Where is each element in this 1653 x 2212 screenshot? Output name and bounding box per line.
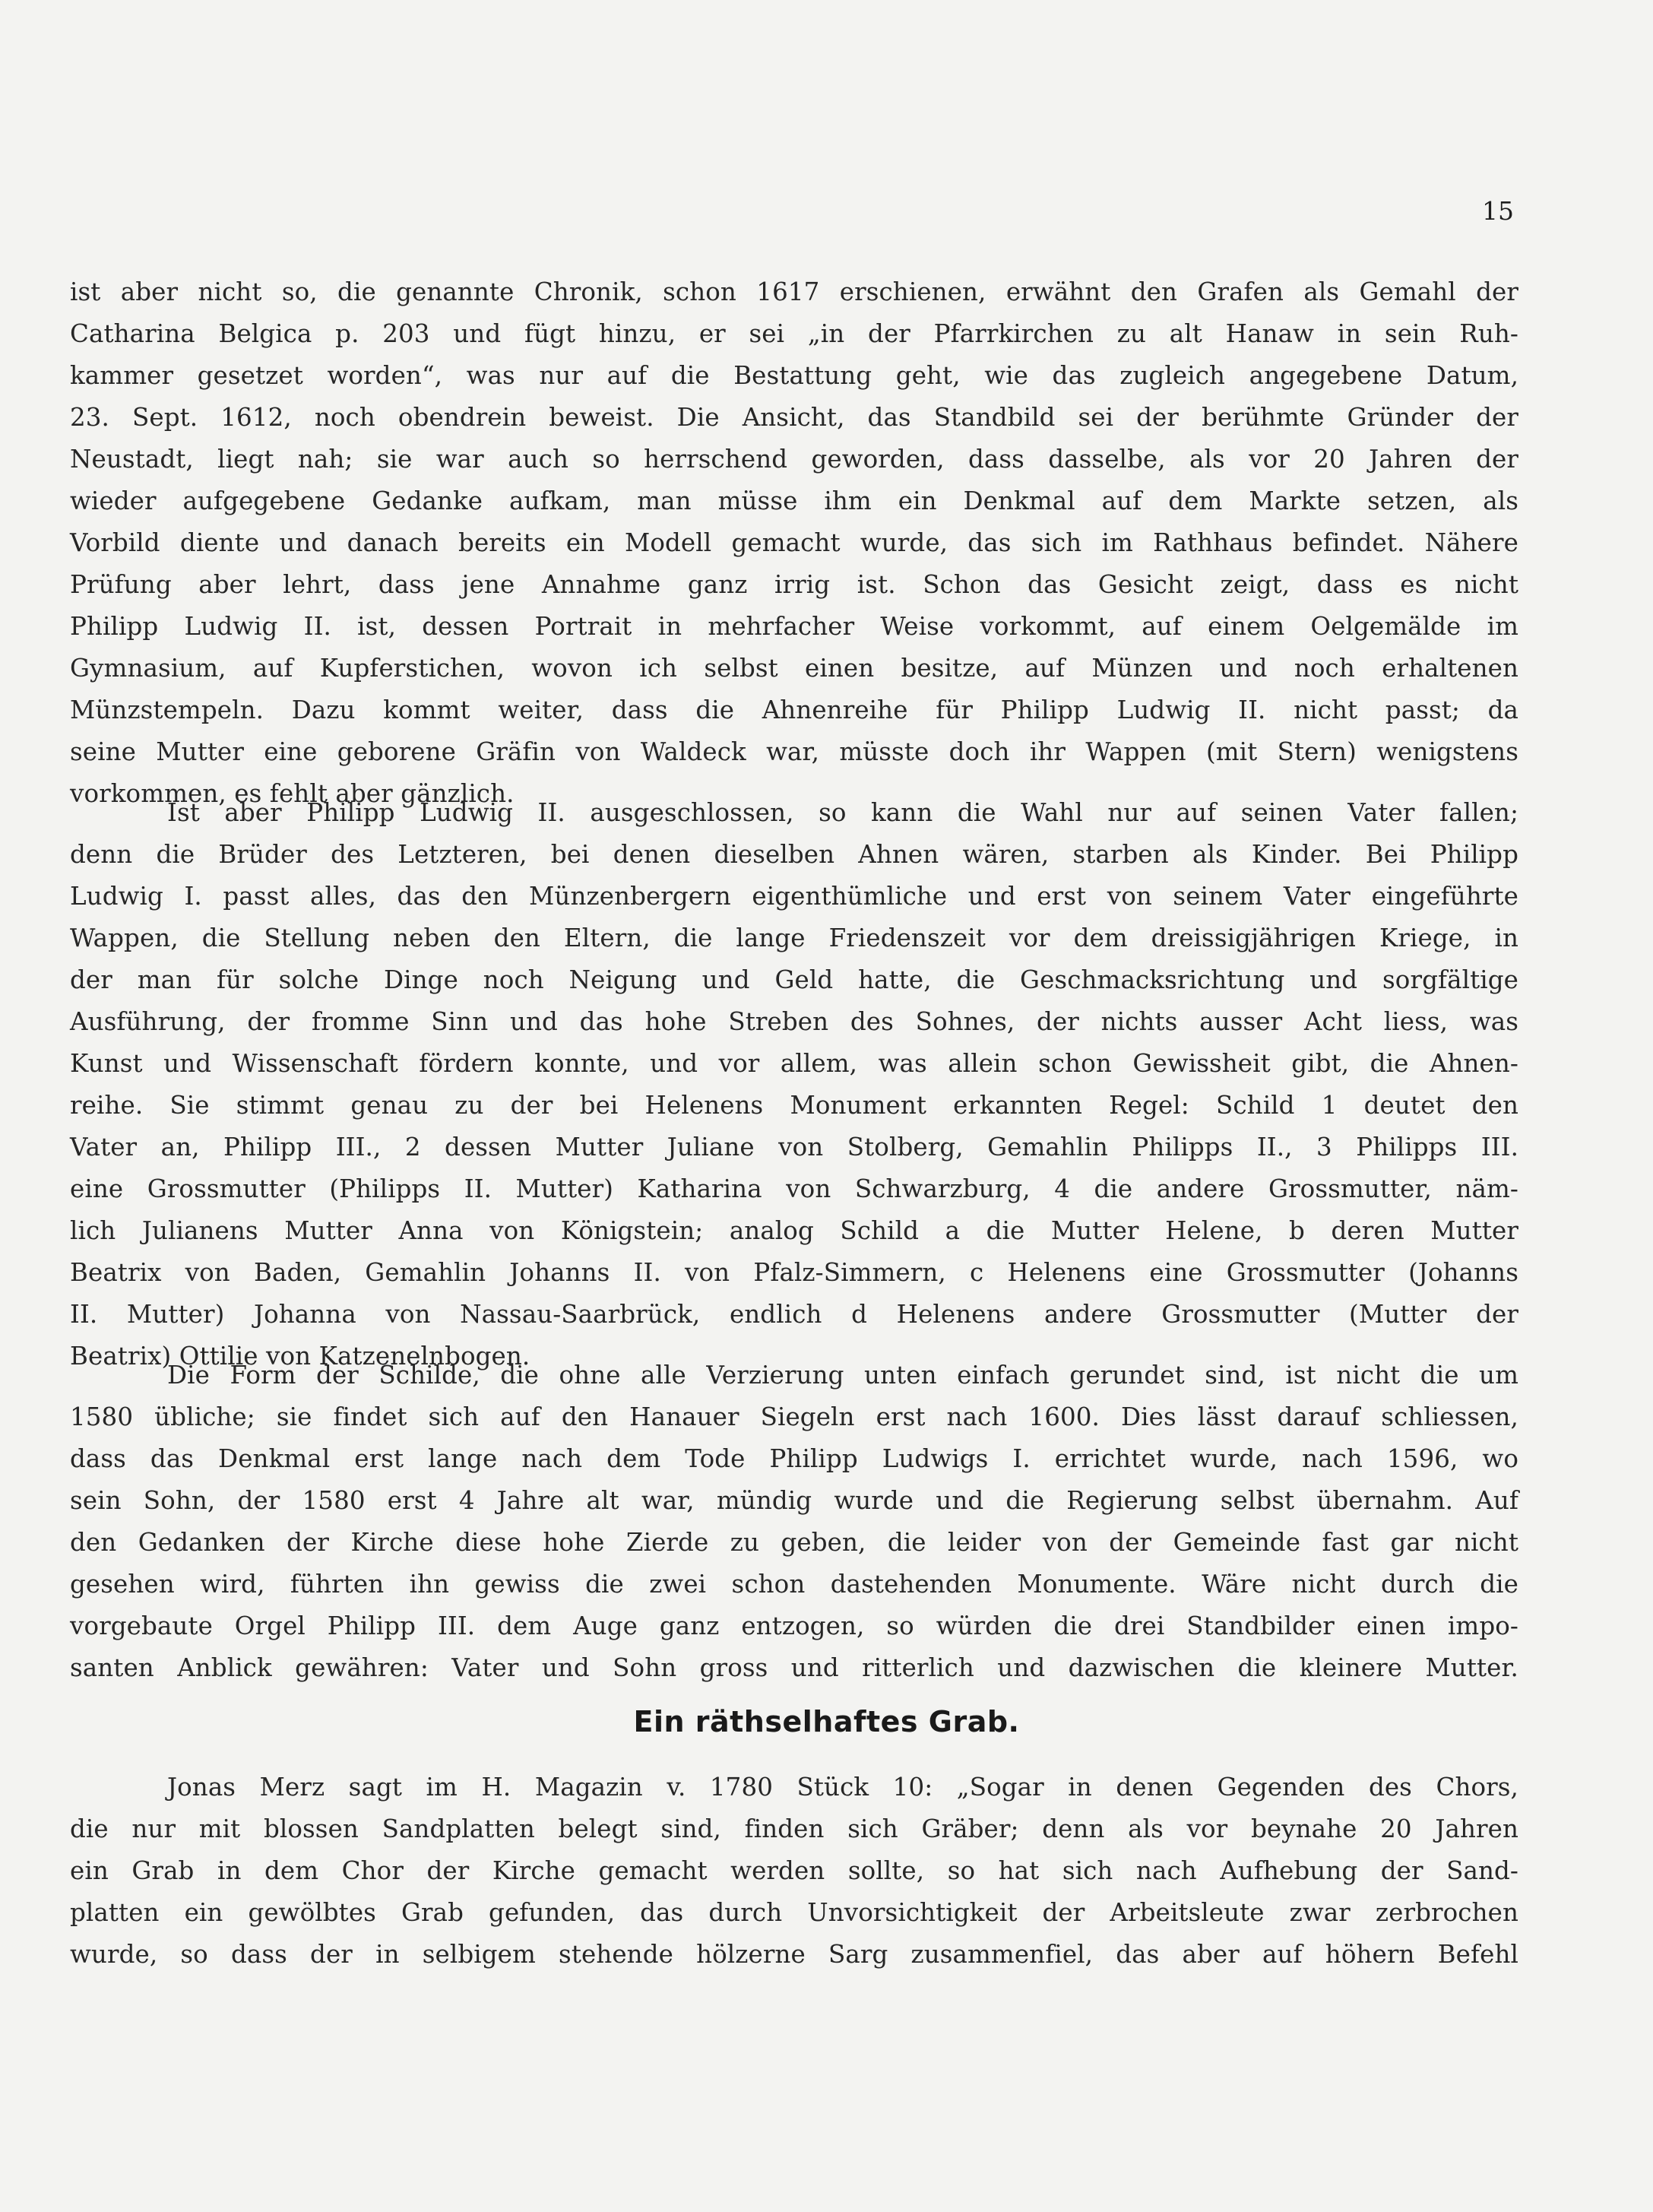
text-line: die nur mit blossen Sandplatten belegt sind, finden sich Gräber; denn als vor beynahe 20 Jahren [70, 1814, 1518, 1843]
text-line: ist aber nicht so, die genannte Chronik, schon 1617 erschienen, erwähnt den Grafen als Gemahl der [70, 277, 1518, 306]
page-number: 15 [1482, 196, 1514, 226]
text-line: Gymnasium, auf Kupferstichen, wovon ich selbst einen besitze, auf Münzen und noch erhaltenen [70, 654, 1518, 683]
text-line: reihe. Sie stimmt genau zu der bei Helenens Monument erkannten Regel: Schild 1 deutet den [70, 1091, 1518, 1120]
text-line: Beatrix) Ottilie von Katzenelnbogen. [70, 1342, 530, 1371]
text-line: platten ein gewölbtes Grab gefunden, das durch Unvorsichtigkeit der Arbeitsleute zwar zerbrochen [70, 1898, 1518, 1927]
text-line: seine Mutter eine geborene Gräfin von Waldeck war, müsste doch ihr Wappen (mit Stern) wenigstens [70, 737, 1518, 766]
text-line: Ausführung, der fromme Sinn und das hohe Streben des Sohnes, der nichts ausser Acht liess, was [70, 1007, 1518, 1036]
text-line: vorgebaute Orgel Philipp III. dem Auge ganz entzogen, so würden die drei Standbilder einen impo- [70, 1611, 1518, 1640]
text-line: wieder aufgegebene Gedanke aufkam, man müsse ihm ein Denkmal auf dem Markte setzen, als [70, 486, 1518, 515]
text-line: santen Anblick gewähren: Vater und Sohn gross und ritterlich und dazwischen die kleinere Mutter. [70, 1653, 1518, 1682]
text-line: dass das Denkmal erst lange nach dem Tode Philipp Ludwigs I. errichtet wurde, nach 1596, wo [70, 1444, 1518, 1473]
text-line: den Gedanken der Kirche diese hohe Zierde zu geben, die leider von der Gemeinde fast gar nicht [70, 1528, 1518, 1557]
text-line: kammer gesetzet worden“, was nur auf die Bestattung geht, wie das zugleich angegebene Datum, [70, 361, 1518, 390]
text-line: Münzstempeln. Dazu kommt weiter, dass die Ahnenreihe für Philipp Ludwig II. nicht passt; da [70, 696, 1518, 724]
paragraph-4 [70, 1767, 1518, 1976]
text-line: Philipp Ludwig II. ist, dessen Portrait in mehrfacher Weise vorkommt, auf einem Oelgemälde im [70, 612, 1518, 641]
text-line: Kunst und Wissenschaft fördern konnte, und vor allem, was allein schon Gewissheit gibt, die Ahnen- [70, 1049, 1518, 1078]
text-line: Neustadt, liegt nah; sie war auch so herrschend geworden, dass dasselbe, als vor 20 Jahren der [70, 445, 1518, 474]
text-line: 1580 übliche; sie findet sich auf den Hanauer Siegeln erst nach 1600. Dies lässt darauf schliessen, [70, 1402, 1518, 1431]
text-line: Ludwig I. passt alles, das den Münzenbergern eigenthümliche und erst von seinem Vater eingeführte [70, 882, 1518, 911]
text-line: Vater an, Philipp III., 2 dessen Mutter Juliane von Stolberg, Gemahlin Philipps II., 3 Philipps III. [70, 1133, 1518, 1161]
text-line: Die Form der Schilde, die ohne alle Verzierung unten einfach gerundet sind, ist nicht die um [167, 1361, 1518, 1390]
text-line: Vorbild diente und danach bereits ein Modell gemacht wurde, das sich im Rathhaus befindet. Nähere [70, 528, 1518, 557]
text-line: 23. Sept. 1612, noch obendrein beweist. Die Ansicht, das Standbild sei der berühmte Gründer der [70, 403, 1518, 432]
paragraph-1 [70, 271, 1518, 815]
text-line: lich Julianens Mutter Anna von Königstein; analog Schild a die Mutter Helene, b deren Mutter [70, 1216, 1518, 1245]
text-line: Jonas Merz sagt im H. Magazin v. 1780 Stück 10: „Sogar in denen Gegenden des Chors, [167, 1773, 1518, 1802]
text-line: ein Grab in dem Chor der Kirche gemacht werden sollte, so hat sich nach Aufhebung der Sand- [70, 1856, 1518, 1885]
text-line: Ist aber Philipp Ludwig II. ausgeschlossen, so kann die Wahl nur auf seinen Vater fallen; [167, 798, 1518, 827]
text-line: der man für solche Dinge noch Neigung und Geld hatte, die Geschmacksrichtung und sorgfältige [70, 965, 1518, 994]
text-line: sein Sohn, der 1580 erst 4 Jahre alt war, mündig wurde und die Regierung selbst übernahm. Auf [70, 1486, 1518, 1515]
text-line: Prüfung aber lehrt, dass jene Annahme ganz irrig ist. Schon das Gesicht zeigt, dass es nicht [70, 570, 1518, 599]
text-line: II. Mutter) Johanna von Nassau-Saarbrück, endlich d Helenens andere Grossmutter (Mutter der [70, 1300, 1518, 1329]
text-line: wurde, so dass der in selbigem stehende hölzerne Sarg zusammenfiel, das aber auf höhern Befehl [70, 1940, 1518, 1969]
text-line: Catharina Belgica p. 203 und fügt hinzu, er sei „in der Pfarrkirchen zu alt Hanaw in sein Ruh- [70, 319, 1518, 348]
text-line: eine Grossmutter (Philipps II. Mutter) Katharina von Schwarzburg, 4 die andere Grossmutter, näm- [70, 1174, 1518, 1203]
text-line: Wappen, die Stellung neben den Eltern, die lange Friedenszeit vor dem dreissigjährigen Kriege, in [70, 924, 1518, 952]
paragraph-3 [70, 1355, 1518, 1689]
text-line: denn die Brüder des Letzteren, bei denen dieselben Ahnen wären, starben als Kinder. Bei Philipp [70, 840, 1518, 869]
text-line: gesehen wird, führten ihn gewiss die zwei schon dastehenden Monumente. Wäre nicht durch die [70, 1570, 1518, 1599]
paragraph-2 [70, 792, 1518, 1377]
text-line: vorkommen, es fehlt aber gänzlich. [70, 779, 515, 808]
section-heading: Ein räthselhaftes Grab. [633, 1705, 1020, 1738]
text-line: Beatrix von Baden, Gemahlin Johanns II. von Pfalz-Simmern, c Helenens eine Grossmutter (Johanns [70, 1258, 1518, 1287]
